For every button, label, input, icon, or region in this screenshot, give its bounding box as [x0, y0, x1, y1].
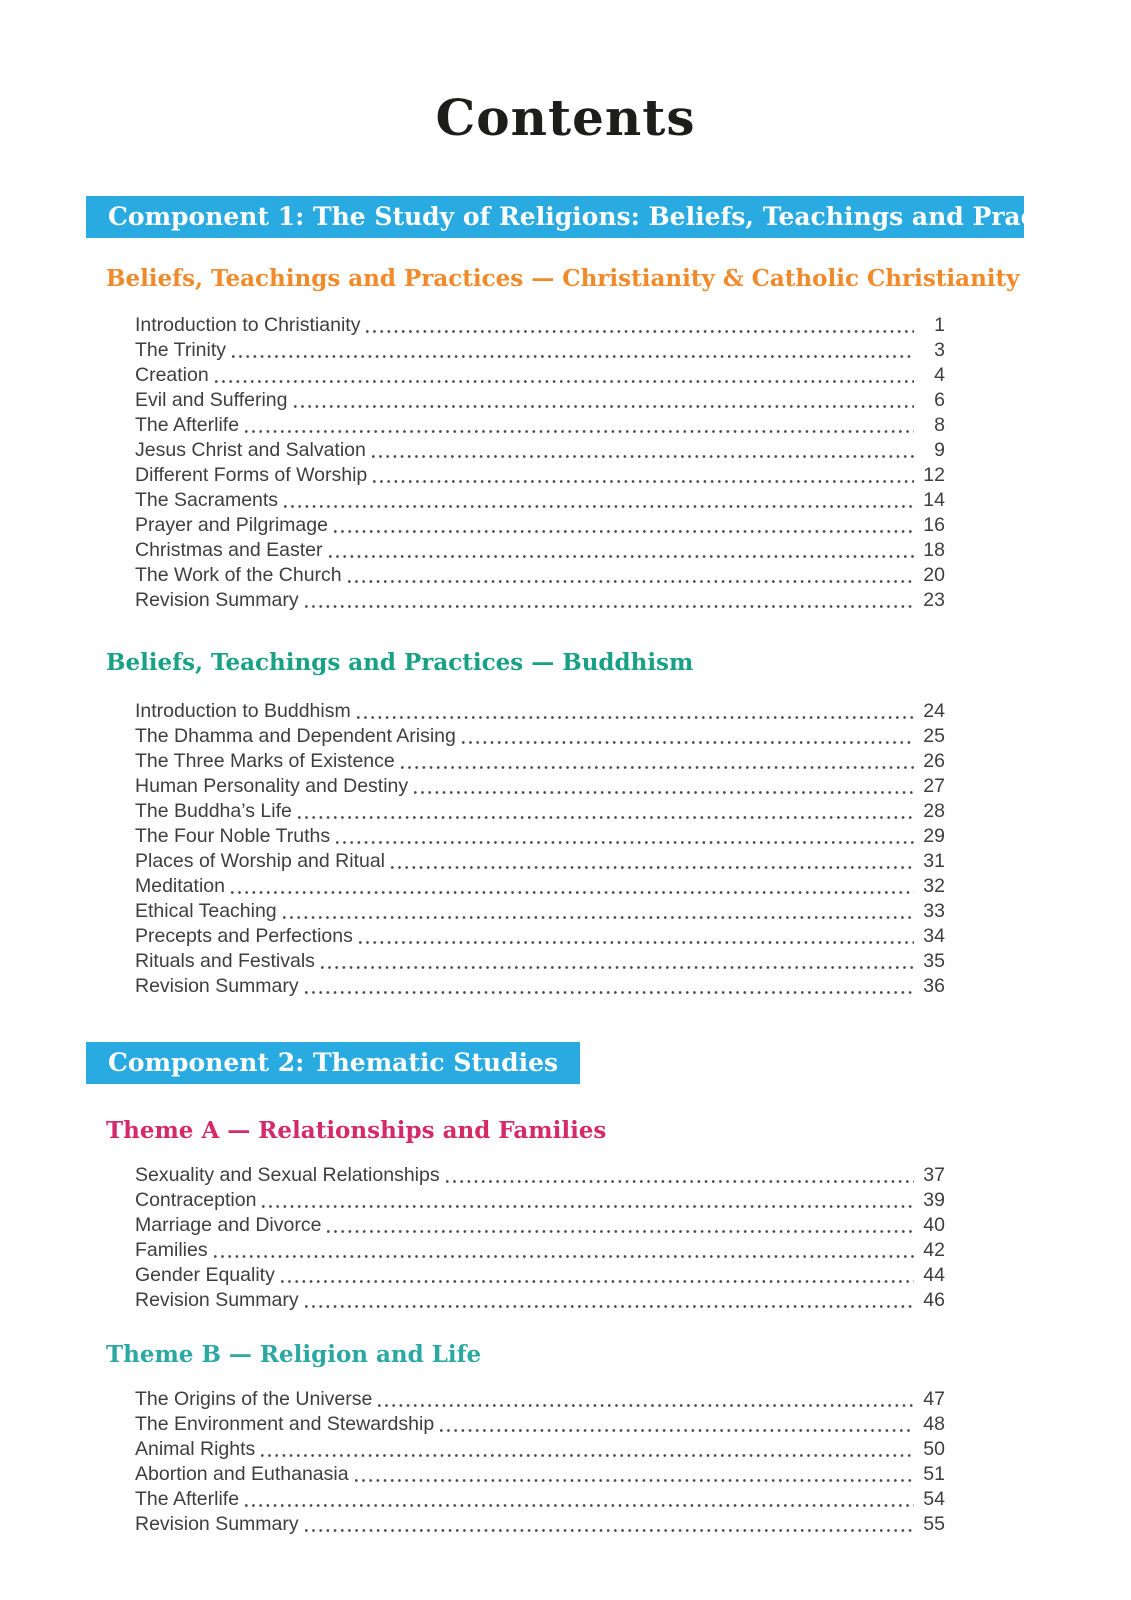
dotted-leader — [298, 816, 914, 819]
toc-entry-page-number: 28 — [923, 800, 945, 822]
heading-christianity: Beliefs, Teachings and Practices — Christianity & Catholic Christianity — [106, 265, 1020, 292]
toc-entry-page-number: 47 — [923, 1388, 945, 1410]
toc-entry-title: Different Forms of Worship — [135, 464, 368, 486]
dotted-leader — [283, 916, 914, 919]
toc-entry-row — [135, 1511, 945, 1536]
dotted-leader — [446, 1180, 914, 1183]
toc-entry-title: Precepts and Perfections — [135, 925, 353, 947]
toc-entry-row — [135, 512, 945, 537]
dotted-leader — [321, 966, 914, 969]
toc-entry-title: Gender Equality — [135, 1264, 275, 1286]
dotted-leader — [359, 941, 914, 944]
toc-entry-row — [135, 487, 945, 512]
toc-entry-row — [135, 848, 945, 873]
toc-entry-page-number: 25 — [923, 725, 945, 747]
dotted-leader — [262, 1205, 914, 1208]
heading-theme-b: Theme B — Religion and Life — [106, 1341, 482, 1368]
dotted-leader — [357, 716, 914, 719]
dotted-leader — [348, 580, 914, 583]
heading-buddhism: Beliefs, Teachings and Practices — Buddhism — [106, 649, 694, 676]
toc-entry-title: Introduction to Buddhism — [135, 700, 351, 722]
toc-entry-page-number: 36 — [923, 975, 945, 997]
toc-entry-title: Evil and Suffering — [135, 389, 288, 411]
toc-entry-title: The Afterlife — [135, 1488, 240, 1510]
dotted-leader — [215, 380, 914, 383]
toc-entry-page-number: 26 — [923, 750, 945, 772]
component-2-banner — [86, 1042, 580, 1084]
dotted-leader — [414, 791, 914, 794]
dotted-leader — [329, 555, 915, 558]
toc-entry-page-number: 6 — [934, 389, 945, 411]
toc-entry-title: The Three Marks of Existence — [135, 750, 395, 772]
toc-entry-row — [135, 362, 945, 387]
toc-entry-page-number: 16 — [923, 514, 945, 536]
toc-entry-title: Ethical Teaching — [135, 900, 277, 922]
component-2-banner-label: Component 2: Thematic Studies — [108, 1048, 559, 1077]
toc-entry-page-number: 40 — [923, 1214, 945, 1236]
toc-entry-row — [135, 587, 945, 612]
toc-entry-title: Revision Summary — [135, 1289, 299, 1311]
toc-entry-title: Human Personality and Destiny — [135, 775, 409, 797]
dotted-leader — [214, 1255, 914, 1258]
toc-entry-title: Meditation — [135, 875, 225, 897]
toc-entry-page-number: 1 — [934, 314, 945, 336]
dotted-leader — [284, 505, 914, 508]
toc-entry-title: Marriage and Divorce — [135, 1214, 322, 1236]
toc-entry-row — [135, 873, 945, 898]
component-1-banner — [86, 196, 1103, 238]
dotted-leader — [281, 1280, 914, 1283]
dotted-leader — [366, 330, 914, 333]
toc-entry-page-number: 51 — [923, 1463, 945, 1485]
dotted-leader — [261, 1454, 914, 1457]
toc-entry-page-number: 27 — [923, 775, 945, 797]
toc-list-christianity — [135, 312, 945, 612]
toc-entry-row — [135, 798, 945, 823]
toc-entry-title: Rituals and Festivals — [135, 950, 315, 972]
toc-entry-page-number: 8 — [934, 414, 945, 436]
toc-entry-title: The Sacraments — [135, 489, 279, 511]
toc-entry-page-number: 48 — [923, 1413, 945, 1435]
toc-entry-row — [135, 1212, 945, 1237]
dotted-leader — [305, 1529, 914, 1532]
toc-list-theme-a — [135, 1162, 945, 1312]
toc-entry-row — [135, 1461, 945, 1486]
toc-entry-page-number: 37 — [923, 1164, 945, 1186]
dotted-leader — [245, 430, 914, 433]
toc-entry-title: Revision Summary — [135, 589, 299, 611]
toc-entry-title: The Work of the Church — [135, 564, 342, 586]
toc-entry-page-number: 44 — [923, 1264, 945, 1286]
section-christianity — [0, 264, 1131, 612]
dotted-leader — [231, 891, 914, 894]
toc-entry-page-number: 29 — [923, 825, 945, 847]
toc-entry-page-number: 32 — [923, 875, 945, 897]
dotted-leader — [391, 866, 914, 869]
toc-entry-page-number: 18 — [923, 539, 945, 561]
dotted-leader — [378, 1404, 914, 1407]
toc-entry-title: The Environment and Stewardship — [135, 1413, 435, 1435]
page-title: Contents — [435, 88, 696, 147]
toc-entry-row — [135, 1262, 945, 1287]
toc-entry-row — [135, 1187, 945, 1212]
toc-entry-page-number: 24 — [923, 700, 945, 722]
toc-list-buddhism — [135, 698, 945, 998]
toc-entry-row — [135, 748, 945, 773]
toc-entry-page-number: 50 — [923, 1438, 945, 1460]
dotted-leader — [336, 841, 914, 844]
toc-entry-title: Jesus Christ and Salvation — [135, 439, 366, 461]
dotted-leader — [355, 1479, 914, 1482]
toc-entry-row — [135, 1411, 945, 1436]
section-buddhism — [0, 648, 1131, 998]
toc-entry-row — [135, 723, 945, 748]
toc-entry-row — [135, 1237, 945, 1262]
toc-entry-page-number: 54 — [923, 1488, 945, 1510]
toc-entry-page-number: 35 — [923, 950, 945, 972]
toc-entry-row — [135, 773, 945, 798]
toc-entry-title: The Four Noble Truths — [135, 825, 331, 847]
toc-entry-page-number: 39 — [923, 1189, 945, 1211]
dotted-leader — [401, 766, 914, 769]
dotted-leader — [372, 455, 914, 458]
toc-entry-row — [135, 437, 945, 462]
toc-entry-title: Revision Summary — [135, 975, 299, 997]
toc-entry-title: Families — [135, 1239, 208, 1261]
toc-entry-row — [135, 823, 945, 848]
dotted-leader — [462, 741, 914, 744]
toc-entry-row — [135, 1287, 945, 1312]
dotted-leader — [294, 405, 915, 408]
toc-list-theme-b — [135, 1386, 945, 1536]
dotted-leader — [305, 1305, 914, 1308]
toc-entry-page-number: 23 — [923, 589, 945, 611]
toc-entry-row — [135, 898, 945, 923]
toc-entry-title: Prayer and Pilgrimage — [135, 514, 328, 536]
toc-entry-row — [135, 537, 945, 562]
heading-theme-a: Theme A — Relationships and Families — [106, 1117, 607, 1144]
toc-entry-row — [135, 562, 945, 587]
toc-entry-page-number: 4 — [934, 364, 945, 386]
toc-entry-row — [135, 387, 945, 412]
section-theme-b — [0, 1340, 1131, 1536]
dotted-leader — [373, 480, 914, 483]
toc-entry-row — [135, 412, 945, 437]
toc-entry-title: Creation — [135, 364, 209, 386]
dotted-leader — [232, 355, 914, 358]
toc-entry-page-number: 55 — [923, 1513, 945, 1535]
toc-entry-row — [135, 312, 945, 337]
dotted-leader — [440, 1429, 914, 1432]
toc-entry-row — [135, 1436, 945, 1461]
toc-entry-title: Introduction to Christianity — [135, 314, 361, 336]
toc-entry-page-number: 14 — [923, 489, 945, 511]
toc-entry-title: Contraception — [135, 1189, 257, 1211]
toc-entry-title: The Trinity — [135, 339, 227, 361]
toc-entry-title: Animal Rights — [135, 1438, 256, 1460]
toc-entry-title: The Afterlife — [135, 414, 240, 436]
toc-entry-row — [135, 462, 945, 487]
toc-entry-row — [135, 923, 945, 948]
toc-entry-page-number: 42 — [923, 1239, 945, 1261]
toc-entry-title: Sexuality and Sexual Relationships — [135, 1164, 440, 1186]
toc-entry-page-number: 34 — [923, 925, 945, 947]
toc-entry-title: The Buddha’s Life — [135, 800, 292, 822]
component-1-banner-label: Component 1: The Study of Religions: Beliefs, Teachings and Practices — [108, 202, 1103, 231]
toc-entry-row — [135, 948, 945, 973]
toc-entry-page-number: 9 — [934, 439, 945, 461]
toc-entry-title: The Dhamma and Dependent Arising — [135, 725, 456, 747]
toc-entry-row — [135, 337, 945, 362]
toc-entry-page-number: 3 — [934, 339, 945, 361]
toc-entry-page-number: 46 — [923, 1289, 945, 1311]
toc-entry-title: Abortion and Euthanasia — [135, 1463, 349, 1485]
toc-entry-title: Places of Worship and Ritual — [135, 850, 386, 872]
toc-entry-page-number: 31 — [923, 850, 945, 872]
toc-entry-title: The Origins of the Universe — [135, 1388, 373, 1410]
toc-entry-row — [135, 973, 945, 998]
dotted-leader — [334, 530, 914, 533]
toc-entry-page-number: 12 — [923, 464, 945, 486]
toc-entry-title: Christmas and Easter — [135, 539, 323, 561]
toc-entry-row — [135, 698, 945, 723]
dotted-leader — [305, 605, 914, 608]
dotted-leader — [245, 1504, 914, 1507]
toc-entry-page-number: 33 — [923, 900, 945, 922]
dotted-leader — [305, 991, 914, 994]
toc-entry-title: Revision Summary — [135, 1513, 299, 1535]
toc-entry-page-number: 20 — [923, 564, 945, 586]
toc-entry-row — [135, 1386, 945, 1411]
toc-entry-row — [135, 1162, 945, 1187]
section-theme-a — [0, 1116, 1131, 1312]
dotted-leader — [327, 1230, 914, 1233]
toc-entry-row — [135, 1486, 945, 1511]
